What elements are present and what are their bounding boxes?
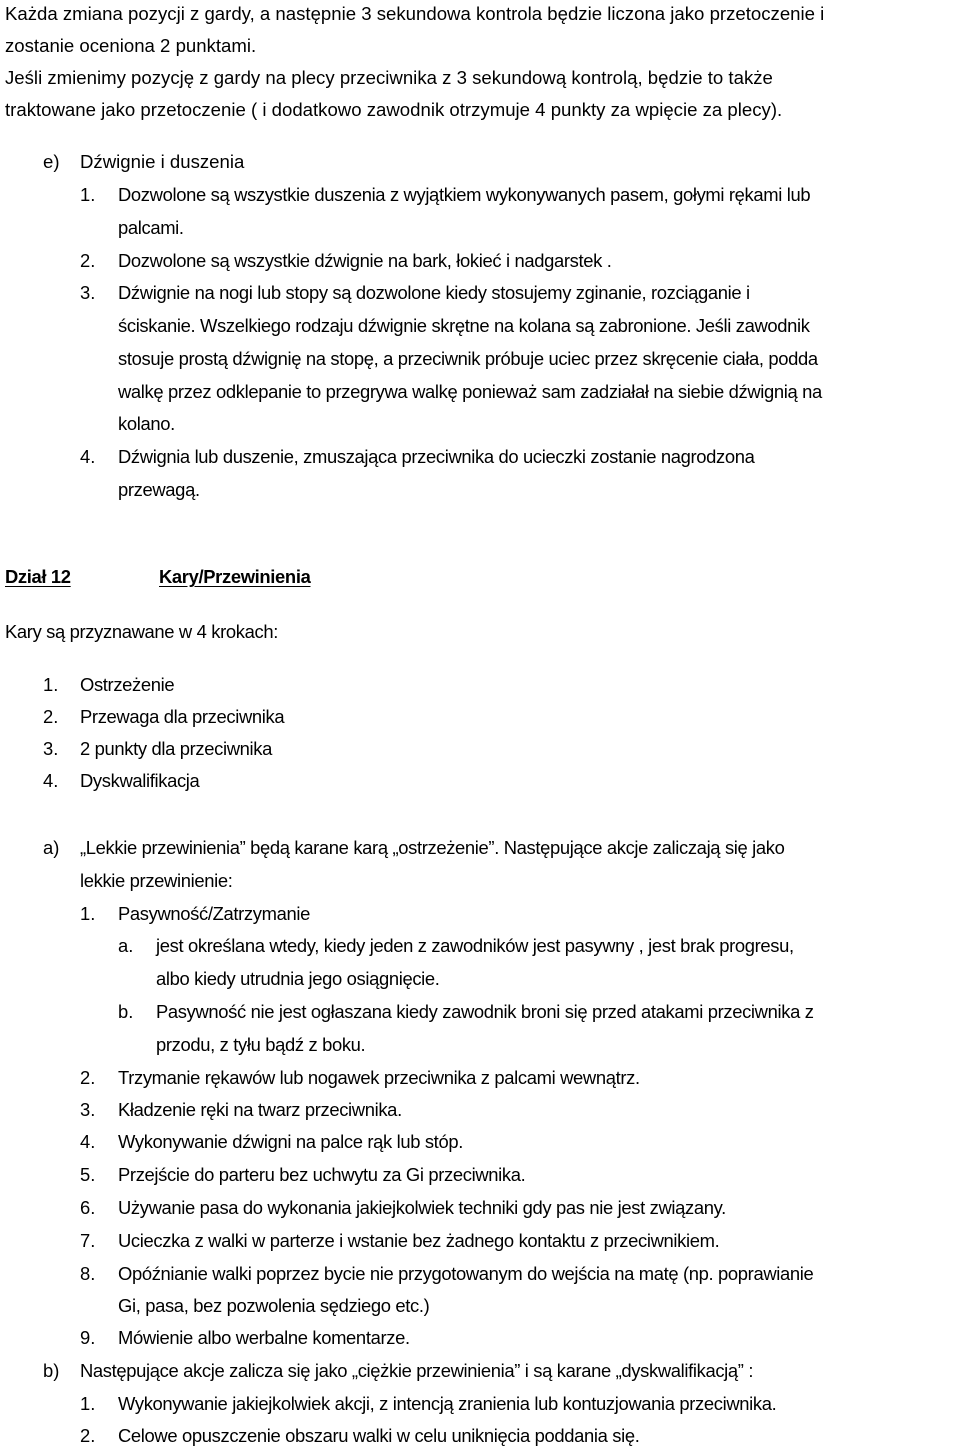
section-a-sub-b-marker: b. xyxy=(118,1001,134,1022)
section-a-sub-b-line-2: przodu, z tyłu bądź z boku. xyxy=(156,1034,366,1055)
section-a-item-4-number: 4. xyxy=(80,1131,96,1152)
penalty-step-3-number: 3. xyxy=(43,738,59,759)
section-e-item-1-line-2: palcami. xyxy=(118,217,184,238)
section-a-item-7-text: Ucieczka z walki w parterze i wstanie bez żadnego kontaktu z przeciwnikiem. xyxy=(118,1230,720,1251)
section-a-item-8-number: 8. xyxy=(80,1263,96,1284)
section-a-item-6-text: Używanie pasa do wykonania jakiejkolwiek techniki gdy pas nie jest związany. xyxy=(118,1197,726,1218)
section-b-item-1-text: Wykonywanie jakiejkolwiek akcji, z intencją zranienia lub kontuzjowania przeciwnika. xyxy=(118,1393,777,1414)
section-12-label: Dział 12 xyxy=(5,566,71,587)
intro-line-2: zostanie oceniona 2 punktami. xyxy=(5,35,257,56)
section-b-item-2-number: 2. xyxy=(80,1425,96,1446)
section-a-marker: a) xyxy=(43,837,60,858)
section-a-item-3-text: Kładzenie ręki na twarz przeciwnika. xyxy=(118,1099,402,1120)
section-e-item-1-number: 1. xyxy=(80,184,96,205)
section-e-item-1-line-1: Dozwolone są wszystkie duszenia z wyjątkiem wykonywanych pasem, gołymi rękami lub xyxy=(118,184,811,205)
penalty-step-1-number: 1. xyxy=(43,674,59,695)
section-a-sub-a-line-2: albo kiedy utrudnia jego osiągnięcie. xyxy=(156,968,440,989)
section-a-sub-a-marker: a. xyxy=(118,935,134,956)
section-e-item-3-line-4: walkę przez odklepanie to przegrywa walkę ponieważ sam zadziałał na siebie dźwignią na xyxy=(118,381,822,402)
section-a-item-6-number: 6. xyxy=(80,1197,96,1218)
section-e-item-4-line-1: Dźwignia lub duszenie, zmuszająca przeciwnika do ucieczki zostanie nagrodzona xyxy=(118,446,755,467)
section-a-item-9-number: 9. xyxy=(80,1327,96,1348)
penalty-step-1-text: Ostrzeżenie xyxy=(80,674,175,695)
section-b-item-2-text: Celowe opuszczenie obszaru walki w celu uniknięcia poddania się. xyxy=(118,1425,640,1446)
penalty-step-4-text: Dyskwalifikacja xyxy=(80,770,200,791)
penalty-step-2-number: 2. xyxy=(43,706,59,727)
section-b-item-1-number: 1. xyxy=(80,1393,96,1414)
section-a-item-3-number: 3. xyxy=(80,1099,96,1120)
section-a-sub-b-line-1: Pasywność nie jest ogłaszana kiedy zawodnik broni się przed atakami przeciwnika z xyxy=(156,1001,814,1022)
section-a-item-1-text: Pasywność/Zatrzymanie xyxy=(118,903,310,924)
penalty-step-2-text: Przewaga dla przeciwnika xyxy=(80,706,285,727)
section-e-item-3-line-3: stosuje prostą dźwignię na stopę, a przeciwnik próbuje uciec przez skręcenie ciała, podda xyxy=(118,348,818,369)
section-12-title: Kary/Przewinienia xyxy=(159,566,311,587)
section-a-item-5-text: Przejście do parteru bez uchwytu za Gi przeciwnika. xyxy=(118,1164,526,1185)
section-a-item-4-text: Wykonywanie dźwigni na palce rąk lub stóp. xyxy=(118,1131,463,1152)
section-e-item-4-line-2: przewagą. xyxy=(118,479,200,500)
section-a-line-1: „Lekkie przewinienia” będą karane karą „ostrzeżenie”. Następujące akcje zaliczają się jako xyxy=(80,837,785,858)
section-e-item-3-line-2: ściskanie. Wszelkiego rodzaju dźwignie skrętne na kolana są zabronione. Jeśli zawodnik xyxy=(118,315,810,336)
penalty-step-3-text: 2 punkty dla przeciwnika xyxy=(80,738,272,759)
section-a-item-9-text: Mówienie albo werbalne komentarze. xyxy=(118,1327,410,1348)
section-b-marker: b) xyxy=(43,1360,60,1381)
intro-line-1: Każda zmiana pozycji z gardy, a następnie 3 sekundowa kontrola będzie liczona jako przetoczenie i xyxy=(5,3,825,24)
section-a-line-2: lekkie przewinienie: xyxy=(80,870,233,891)
section-a-item-1-number: 1. xyxy=(80,903,96,924)
section-e-marker: e) xyxy=(43,151,60,172)
section-e-item-4-number: 4. xyxy=(80,446,96,467)
section-a-sub-a-line-1: jest określana wtedy, kiedy jeden z zawodników jest pasywny , jest brak progresu, xyxy=(156,935,794,956)
section-a-item-8-line-2: Gi, pasa, bez pozwolenia sędziego etc.) xyxy=(118,1295,430,1316)
section-e-title: Dźwignie i duszenia xyxy=(80,151,245,172)
section-a-item-2-number: 2. xyxy=(80,1067,96,1088)
section-e-item-3-number: 3. xyxy=(80,282,96,303)
section-12-subtitle: Kary są przyznawane w 4 krokach: xyxy=(5,621,278,642)
section-e-item-3-line-5: kolano. xyxy=(118,413,175,434)
section-e-item-2-line-1: Dozwolone są wszystkie dźwignie na bark, łokieć i nadgarstek . xyxy=(118,250,612,271)
intro-line-4: traktowane jako przetoczenie ( i dodatkowo zawodnik otrzymuje 4 punkty za wpięcie za plecy). xyxy=(5,99,783,120)
intro-line-3: Jeśli zmienimy pozycję z gardy na plecy przeciwnika z 3 sekundową kontrolą, będzie to także xyxy=(5,67,773,88)
section-b-text: Następujące akcje zalicza się jako „ciężkie przewinienia” i są karane „dyskwalifikacją” : xyxy=(80,1360,754,1381)
section-e-item-2-number: 2. xyxy=(80,250,96,271)
section-a-item-2-text: Trzymanie rękawów lub nogawek przeciwnika z palcami wewnątrz. xyxy=(118,1067,640,1088)
section-a-item-8-line-1: Opóźnianie walki poprzez bycie nie przygotowanym do wejścia na matę (np. poprawianie xyxy=(118,1263,814,1284)
penalty-step-4-number: 4. xyxy=(43,770,59,791)
section-a-item-7-number: 7. xyxy=(80,1230,96,1251)
section-e-item-3-line-1: Dźwignie na nogi lub stopy są dozwolone kiedy stosujemy zginanie, rozciąganie i xyxy=(118,282,750,303)
section-a-item-5-number: 5. xyxy=(80,1164,96,1185)
